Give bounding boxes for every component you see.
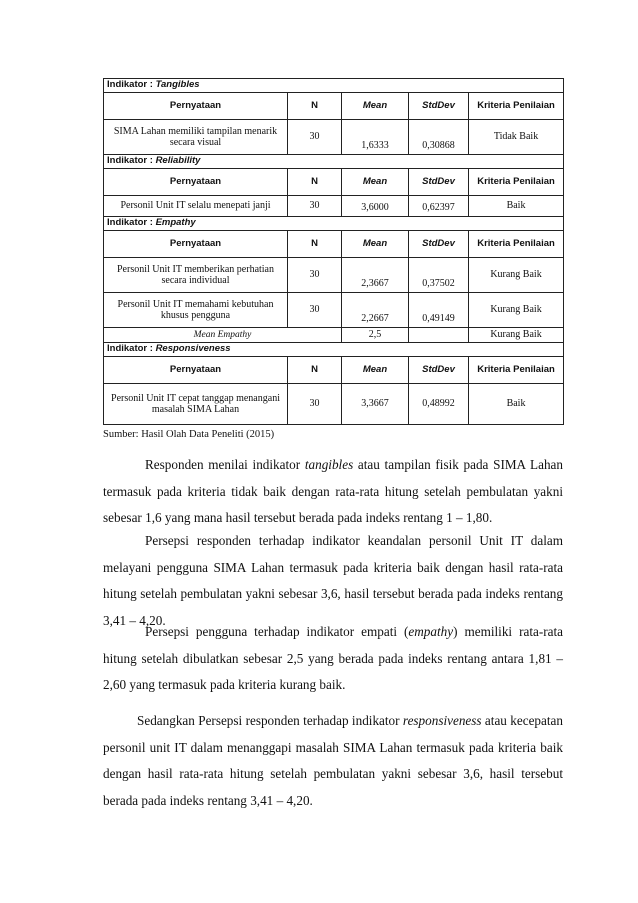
header-n: N <box>288 231 342 258</box>
paragraph-reliability: Persepsi responden terhadap indikator keandalan personil Unit IT dalam melayani pengguna SIMA Lahan termasuk pada kriteria baik dengan hasil rata-rata hitung setelah pembulatan yakni sebesar 3,6, hasil tersebut berada pada indeks rentang 3,41 – 4,20. <box>103 533 563 628</box>
header-pernyataan: Pernyataan <box>104 93 288 120</box>
section-label-name: Tangibles <box>155 79 200 91</box>
stddev-cell: 0,62397 <box>409 196 469 217</box>
section-label-name: Reliability <box>155 155 201 167</box>
section-label-name: Responsiveness <box>155 343 231 355</box>
indicator-table <box>103 78 564 425</box>
section-label-prefix: Indikator : <box>107 79 156 91</box>
section-label-name: Empathy <box>155 217 196 229</box>
table-row <box>104 258 564 293</box>
statement-cell: Personil Unit IT selalu menepati janji <box>104 196 288 217</box>
criteria-cell: Baik <box>469 384 564 425</box>
n-cell: 30 <box>288 384 342 425</box>
header-n: N <box>288 357 342 384</box>
mean-summary-row <box>104 328 564 343</box>
paragraph-responsiveness: Sedangkan Persepsi responden terhadap indikator responsiveness atau kecepatan personil unit IT dalam menanggapi masalah SIMA Lahan termasuk pada kriteria baik dengan hasil rata-rata hitung setelah pembulatan yakni sebesar 3,6, hasil tersebut berada pada indeks rentang 3,41 – 4,20. <box>103 713 563 808</box>
header-kriteria: Kriteria Penilaian <box>469 357 564 384</box>
header-kriteria: Kriteria Penilaian <box>469 169 564 196</box>
criteria-cell: Baik <box>469 196 564 217</box>
section-header-tangibles <box>104 79 564 93</box>
section-label-prefix: Indikator : <box>107 155 156 167</box>
header-pernyataan: Pernyataan <box>104 357 288 384</box>
header-stddev: StdDev <box>409 93 469 120</box>
table-row <box>104 120 564 155</box>
column-header-row <box>104 357 564 384</box>
mean-summary-value: 2,5 <box>342 328 409 343</box>
header-mean: Mean <box>342 231 409 258</box>
table-row <box>104 196 564 217</box>
column-header-row <box>104 93 564 120</box>
header-mean: Mean <box>342 169 409 196</box>
mean-cell: 2,3667 <box>342 258 409 293</box>
header-kriteria: Kriteria Penilaian <box>469 231 564 258</box>
section-header-empathy <box>104 217 564 231</box>
criteria-cell: Tidak Baik <box>469 120 564 155</box>
mean-cell: 3,3667 <box>342 384 409 425</box>
header-stddev: StdDev <box>409 231 469 258</box>
n-cell: 30 <box>288 293 342 328</box>
header-kriteria: Kriteria Penilaian <box>469 93 564 120</box>
statement-cell: Personil Unit IT memahami kebutuhan khusus pengguna <box>104 293 288 328</box>
n-cell: 30 <box>288 258 342 293</box>
stddev-cell: 0,37502 <box>409 258 469 293</box>
table-row <box>104 384 564 425</box>
header-mean: Mean <box>342 93 409 120</box>
n-cell: 30 <box>288 120 342 155</box>
table-source: Sumber: Hasil Olah Data Peneliti (2015) <box>103 429 275 440</box>
section-label-prefix: Indikator : <box>107 217 156 229</box>
stddev-cell: 0,30868 <box>409 120 469 155</box>
mean-summary-empty <box>409 328 469 343</box>
header-n: N <box>288 93 342 120</box>
stddev-cell: 0,48992 <box>409 384 469 425</box>
criteria-cell: Kurang Baik <box>469 293 564 328</box>
mean-cell: 1,6333 <box>342 120 409 155</box>
n-cell: 30 <box>288 196 342 217</box>
statement-cell: Personil Unit IT memberikan perhatian secara individual <box>104 258 288 293</box>
statement-cell: SIMA Lahan memiliki tampilan menarik secara visual <box>104 120 288 155</box>
header-stddev: StdDev <box>409 169 469 196</box>
mean-summary-criteria: Kurang Baik <box>469 328 564 343</box>
section-header-responsiveness <box>104 343 564 357</box>
section-label-prefix: Indikator : <box>107 343 156 355</box>
header-pernyataan: Pernyataan <box>104 169 288 196</box>
header-stddev: StdDev <box>409 357 469 384</box>
section-header-reliability <box>104 155 564 169</box>
criteria-cell: Kurang Baik <box>469 258 564 293</box>
header-pernyataan: Pernyataan <box>104 231 288 258</box>
mean-cell: 3,6000 <box>342 196 409 217</box>
stddev-cell: 0,49149 <box>409 293 469 328</box>
column-header-row <box>104 169 564 196</box>
mean-summary-label: Mean Empathy <box>104 328 342 343</box>
statement-cell: Personil Unit IT cepat tanggap menangani masalah SIMA Lahan <box>104 384 288 425</box>
table-row <box>104 293 564 328</box>
paragraph-tangibles: Responden menilai indikator tangibles atau tampilan fisik pada SIMA Lahan termasuk pada kriteria tidak baik dengan rata-rata hitung setelah pembulatan yakni sebesar 1,6 yang mana hasil tersebut berada pada indeks rentang 1 – 1,80. <box>103 457 563 525</box>
paragraph-empathy: Persepsi pengguna terhadap indikator empati (empathy) memiliki rata-rata hitung setelah dibulatkan sebesar 2,5 yang berada pada indeks rentang antara 1,81 – 2,60 yang termasuk pada kriteria kurang baik. <box>103 624 563 692</box>
mean-cell: 2,2667 <box>342 293 409 328</box>
header-mean: Mean <box>342 357 409 384</box>
header-n: N <box>288 169 342 196</box>
column-header-row <box>104 231 564 258</box>
